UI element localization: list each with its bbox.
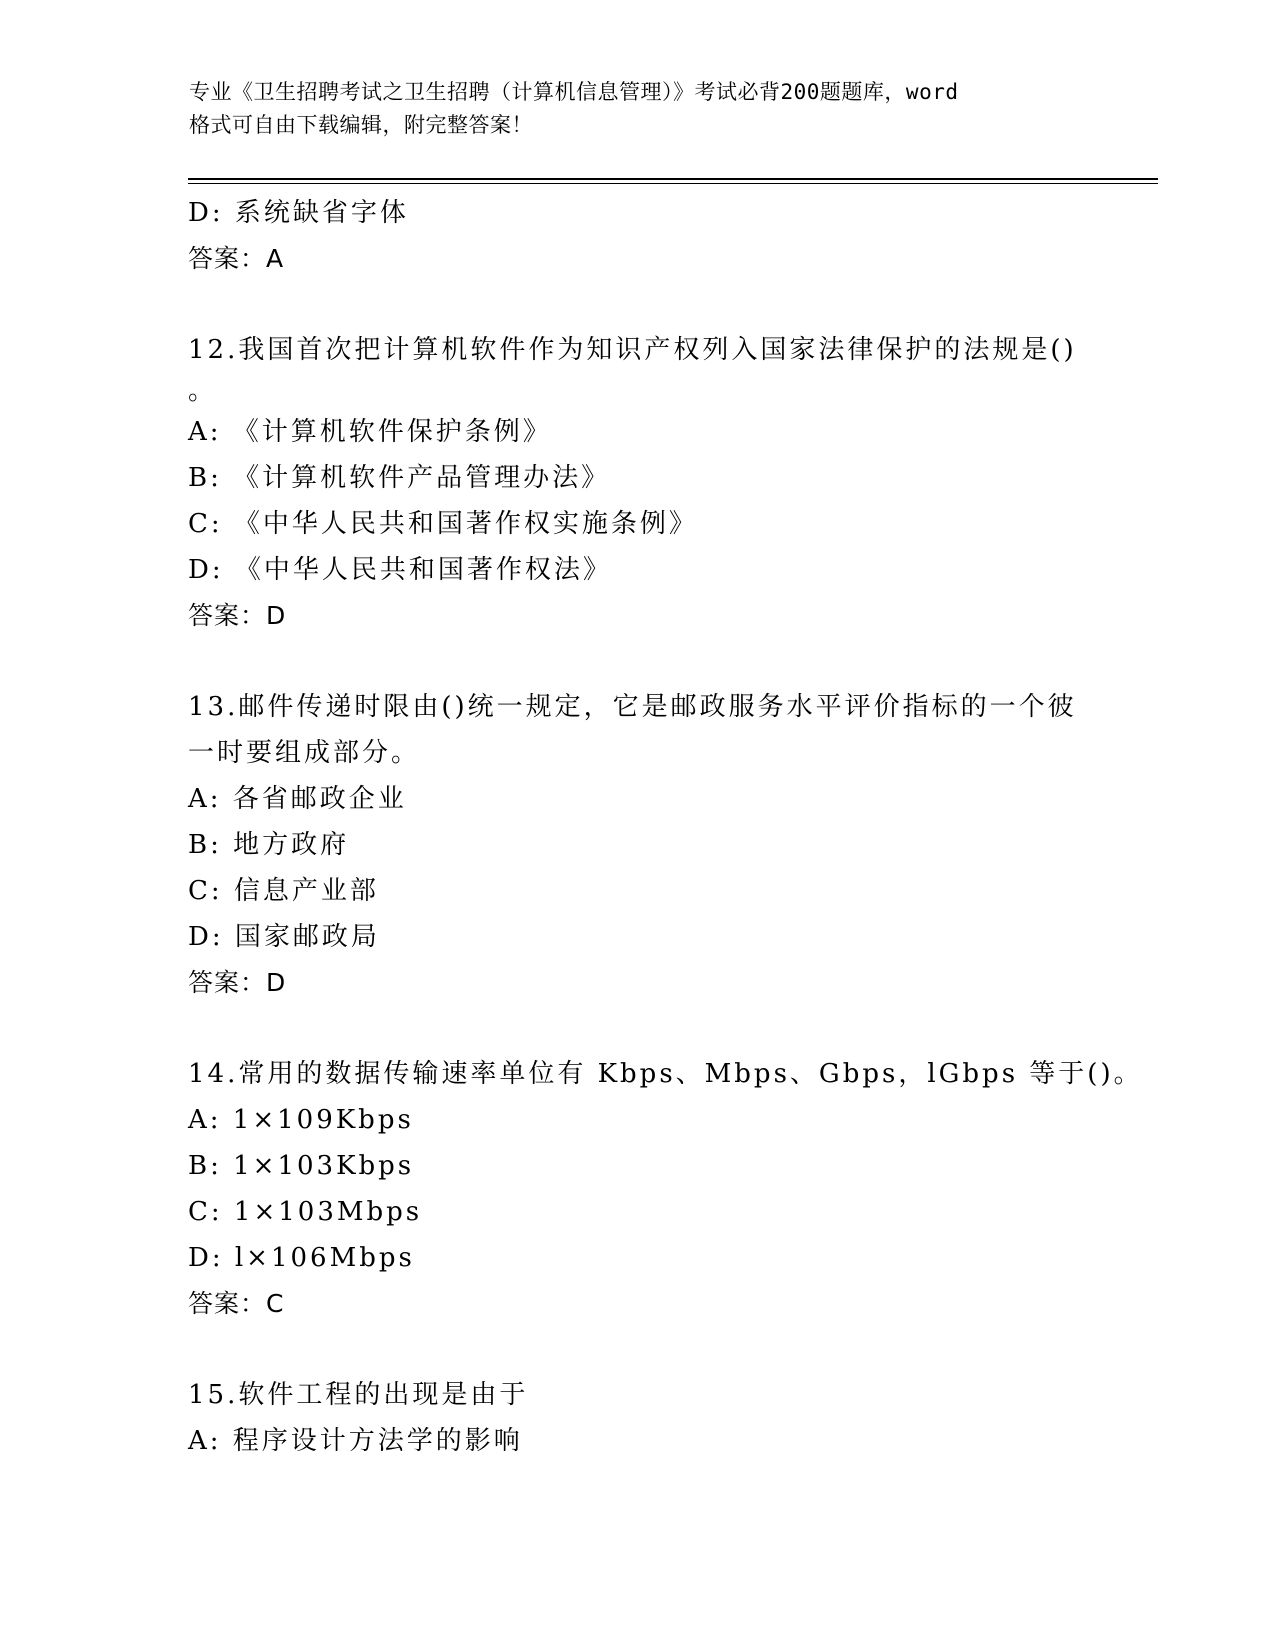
- question-14: [188, 1051, 1143, 1327]
- document-header: [189, 76, 1089, 142]
- header-divider-thin: [188, 183, 1158, 184]
- spacer: [188, 1327, 1088, 1372]
- option-c: C: 信息产业部: [188, 876, 379, 906]
- question-12: [188, 327, 1088, 639]
- question-stem: 15.软件工程的出现是由于: [188, 1380, 529, 1410]
- answer: 答案：D: [188, 601, 287, 630]
- option-a: A: 各省邮政企业: [188, 784, 407, 814]
- spacer: [188, 639, 1088, 684]
- header-divider-thick: [188, 178, 1158, 180]
- option-a: A: 1×109Kbps: [188, 1105, 414, 1135]
- option-c: C: 《中华人民共和国著作权实施条例》: [188, 509, 698, 539]
- question-stem: 13.邮件传递时限由()统一规定，它是邮政服务水平评价指标的一个彼: [188, 692, 1077, 722]
- option-b: B: 《计算机软件产品管理办法》: [188, 463, 611, 493]
- option-d: D: 《中华人民共和国著作权法》: [188, 555, 612, 585]
- question-stem-continued: 。: [188, 376, 218, 406]
- option-b: B: 1×103Kbps: [188, 1151, 415, 1181]
- option-d: D: 国家邮政局: [188, 922, 380, 952]
- answer: 答案：D: [188, 968, 287, 997]
- question-stem: 12.我国首次把计算机软件作为知识产权列入国家法律保护的法规是(): [188, 335, 1077, 365]
- question-stem-continued: 一时要组成部分。: [188, 738, 421, 768]
- option-a: A: 程序设计方法学的影响: [188, 1426, 523, 1456]
- option-b: B: 地方政府: [188, 830, 350, 860]
- option-d: D: l×106Mbps: [188, 1243, 415, 1273]
- document-body: [188, 190, 1143, 1464]
- question-13: [188, 684, 1088, 1006]
- header-line-2: 格式可自由下载编辑，附完整答案！: [189, 113, 533, 137]
- spacer: [188, 1006, 1088, 1051]
- option-a: A: 《计算机软件保护条例》: [188, 417, 552, 447]
- spacer: [188, 282, 1088, 327]
- question-stem: 14.常用的数据传输速率单位有 Kbps、Mbps、Gbps，lGbps 等于()。: [188, 1059, 1143, 1089]
- prev-answer: 答案：A: [188, 244, 285, 273]
- prev-option-d: D: 系统缺省字体: [188, 198, 409, 228]
- answer: 答案：C: [188, 1289, 285, 1318]
- header-line-1: 专业《卫生招聘考试之卫生招聘（计算机信息管理）》考试必背200题题库，word: [189, 80, 959, 104]
- question-15: [188, 1372, 1088, 1464]
- option-c: C: 1×103Mbps: [188, 1197, 423, 1227]
